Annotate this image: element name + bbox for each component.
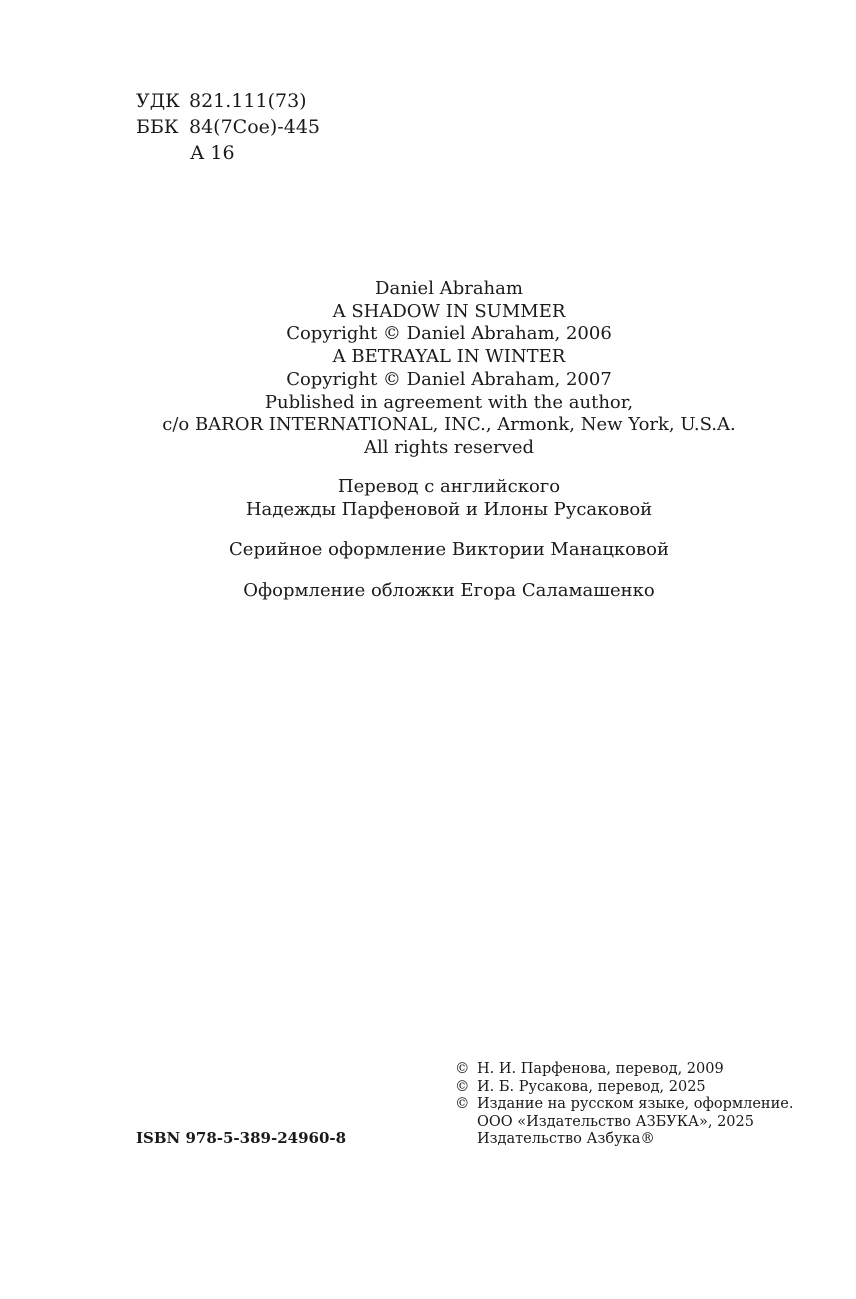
rights-reserved-line: All rights reserved: [364, 436, 534, 458]
copyright-continuation: [455, 1131, 793, 1149]
series-design-line: Серийное оформление Виктории Манацковой: [229, 539, 669, 561]
translator-copyright-1: Н. И. Парфенова, перевод, 2009: [477, 1061, 724, 1077]
edition-copyrights: [455, 1061, 793, 1149]
copyright-row: [455, 1096, 793, 1114]
translation-credit: [0, 476, 856, 521]
udk-row: [136, 88, 320, 114]
copyright-row: [455, 1061, 793, 1079]
agreement-line: Published in agreement with the author,: [264, 391, 634, 413]
translation-credit-line-1: Перевод с английского: [337, 476, 561, 497]
author-mark: А 16: [190, 142, 235, 164]
translator-copyright-2: И. Б. Русакова, перевод, 2025: [477, 1078, 706, 1095]
cover-design-credit: [0, 580, 856, 603]
author-name: Daniel Abraham: [375, 278, 523, 299]
udk-label: УДК: [136, 90, 180, 112]
bbk-value: 84(7Сое)-445: [189, 116, 320, 138]
bbk-label: ББК: [136, 116, 179, 138]
cover-design-line: Оформление обложки Егора Саламашенко: [243, 580, 655, 602]
copyright-line-2: Copyright © Daniel Abraham, 2007: [286, 368, 612, 390]
credits-block: [0, 476, 856, 621]
copyright-symbol: ©: [455, 1096, 470, 1113]
udk-value: 821.111(73): [189, 90, 307, 112]
original-title-2: A BETRAYAL IN WINTER: [332, 346, 566, 368]
original-title-1: A SHADOW IN SUMMER: [332, 300, 566, 322]
copyright-line-1: Copyright © Daniel Abraham, 2006: [286, 323, 612, 345]
original-rights-block: [0, 278, 856, 460]
copyright-symbol: ©: [455, 1078, 470, 1095]
copyright-continuation: [455, 1114, 793, 1132]
edition-copyright: Издание на русском языке, оформление.: [477, 1096, 794, 1113]
publisher-line: ООО «Издательство АЗБУКА», 2025: [477, 1113, 754, 1130]
isbn: ISBN 978-5-389-24960-8: [136, 1129, 347, 1147]
agency-line: c/o BAROR INTERNATIONAL, INC., Armonk, New York, U.S.A.: [162, 414, 736, 436]
library-classification: [136, 88, 320, 166]
series-design-credit: [0, 539, 856, 562]
copyright-symbol: ©: [455, 1061, 470, 1077]
imprint-line: Издательство Азбука®: [477, 1131, 655, 1148]
copyright-row: [455, 1079, 793, 1097]
bbk-row: [136, 114, 320, 140]
translation-credit-line-2: Надежды Парфеновой и Илоны Русаковой: [245, 498, 653, 520]
